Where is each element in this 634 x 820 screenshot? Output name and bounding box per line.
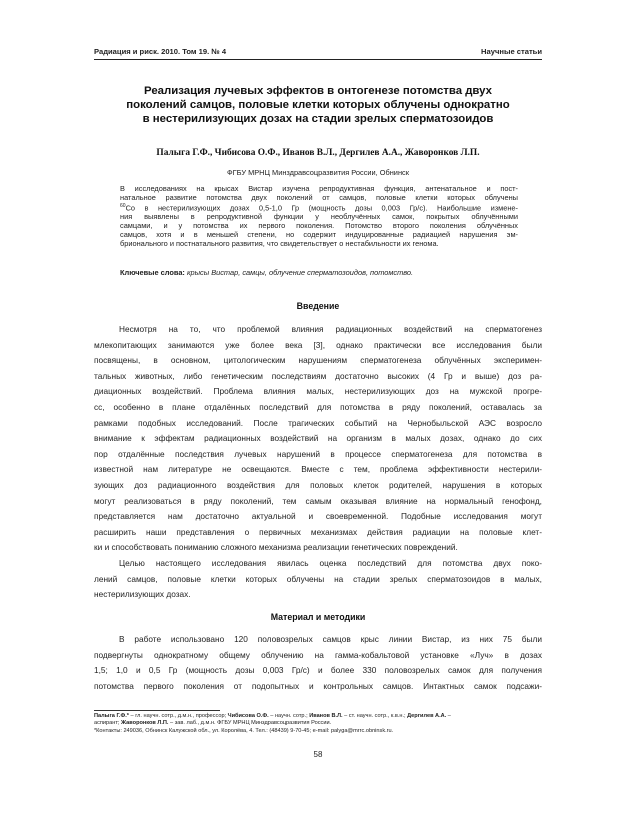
article-title: [94, 84, 542, 126]
isotope-superscript: 60: [120, 203, 126, 210]
journal-citation: Радиация и риск. 2010. Том 19. № 4: [94, 47, 227, 56]
running-header: [94, 47, 542, 56]
aim-line: лений самцов, половые клетки которых облучены на стадии зрелых сперматозоидов в малых,: [94, 573, 542, 584]
methods-line: 1,5; 1,0 и 0,5 Гр (мощность дозы 0,003 Гр/с) и более 330 половозрелых самок для получения: [94, 665, 542, 676]
section-label: Научные статьи: [481, 47, 542, 56]
intro-line: диационных воздействий. Проблема влияния малых, нестерилизующих доз на мужской прогре-: [94, 386, 542, 397]
title-line: в нестерилизующих дозах на стадии зрелых сперматозоидов: [142, 113, 494, 125]
page-number: 58: [313, 750, 323, 759]
intro-body: [94, 322, 542, 603]
intro-line: посвящены, в основном, цитологическим нарушениям сперматогенеза облучённых эксперимен-: [94, 355, 542, 366]
footnote-role: аспирант;: [94, 720, 122, 727]
methods-line: потомства первого поколения от подопытных и контрольных самцов. Интактных самок подсажи-: [94, 680, 542, 691]
footnote-author: Иванов В.Л.: [309, 713, 343, 719]
footnote-role: – ст. научн. сотр., к.в.н.;: [342, 713, 408, 719]
abstract-line: ния выявлены в репродуктивной функции у необлучённых самок, покрытых облучёнными: [120, 211, 518, 221]
intro-line: пор отдалённые последствия лучевых нарушений в процессе сперматогенеза для потомства в: [94, 448, 542, 459]
footnote-role: – научн. сотр.;: [268, 713, 310, 719]
abstract-line: В исследованиях на крысах Вистар изучена репродуктивная функция, антенатальное и пост-: [120, 184, 518, 193]
methods-line: В работе использовано 120 половозрелых самцов крыс линии Вистар, из них 75 были: [119, 634, 542, 644]
footnote-author: Дергилев А.А.: [407, 713, 447, 719]
footnote-role: –: [446, 713, 451, 719]
intro-line: Несмотря на то, что проблемой влияния радиационных воздействий на сперматогенез: [119, 324, 542, 334]
abstract-line: брионального и постнатального развития, что свидетельствует о нестабильности их генома.: [120, 239, 439, 249]
footnote-role: – зав. лаб., д.м.н. ФГБУ МРНЦ Минздравсоцразвития России.: [168, 720, 332, 727]
methods-heading: Материал и методики: [270, 612, 366, 622]
abstract-line: натальное развитие потомства двух поколений от самцов, половые клетки которых облучены: [120, 193, 518, 203]
aim-line: Целью настоящего исследования явилась оценка последствий для потомства двух поко-: [119, 557, 542, 568]
intro-line: сс, особенно в плане отдалённых последствий для потомства в ряду поколений, оставалась за: [94, 401, 542, 412]
intro-line: известной нам литературе не освещаются. Вместе с тем, проблема эффективности нестерили-: [94, 464, 542, 475]
footnote-author: Жаворонков Л.П.: [121, 720, 169, 727]
title-line: поколений самцов, половые клетки которых облучены однократно: [126, 99, 510, 111]
title-line: Реализация лучевых эффектов в онтогенезе потомства двух: [144, 85, 492, 97]
intro-line: млекопитающих занимаются уже более века [3], однако практически все исследования были: [94, 339, 542, 350]
methods-body: [94, 632, 542, 694]
header-rule: [94, 59, 542, 60]
intro-line: внимание к эффектам радиационных воздействий на организм в малых дозах, однако до сих: [94, 433, 542, 444]
intro-heading: Введение: [296, 301, 340, 311]
aim-line: нестерилизующих дозах.: [94, 589, 191, 600]
footnote-rule: [94, 710, 220, 711]
abstract-line: самцов, хотя и в меньшей степени, но содержит индуцированные радиацией нарушения эм-: [120, 229, 518, 239]
author-list: Палыга Г.Ф., Чибисова О.Ф., Иванов В.Л., Дергилев А.А., Жаворонков Л.П.: [156, 148, 480, 158]
abstract-line-isotope: [120, 202, 518, 211]
keywords: [120, 268, 518, 277]
footnote-author: Чибисова О.Ф.: [227, 713, 269, 719]
footnote-role: – гл. научн. сотр., д.м.н., профессор;: [129, 713, 228, 719]
keywords-label: Ключевые слова:: [120, 268, 185, 277]
abstract: [120, 184, 518, 248]
intro-line: представляется нам достаточно актуальной и своевременной. Подобные исследования могут: [94, 511, 542, 522]
intro-line: ки и способствовать пониманию сложного механизма реализации генетических повреждений.: [94, 542, 458, 553]
intro-line: тальных животных, либо генетическим последствиям достаточно высоких (4 Гр и выше) доз ра-: [94, 370, 542, 381]
footnote-contacts: *Контакты: 249036, Обнинск Калужской обл., ул. Королёва, 4. Тел.: (48439) 9-70-45; e-mail: palyga@mrrc.obninsk.ru.: [94, 727, 394, 734]
footnote-line-1: [94, 713, 542, 720]
footnotes: [94, 713, 542, 735]
intro-line: рамками подобных исследований. После трагических событий на Чернобыльской АЭС возросло: [94, 417, 542, 428]
footnote-author: Палыга Г.Ф.*: [94, 713, 129, 719]
abstract-line: самцами, и у потомства их первого поколения. Потомство второго поколения облучённых: [120, 220, 518, 230]
abstract-line-text: Co в нестерилизующих дозах 0,5-1,0 Гр (мощность дозы 0,003 Гр/с). Наибольшие измене-: [125, 203, 518, 213]
intro-line: зующих доз радиационного воздействия для половых клеток родителей, нарушения в которых: [94, 479, 542, 490]
intro-line: могут реализоваться в ряду поколений, тем самым оказывая влияние на нормальный генофонд,: [94, 495, 542, 506]
affiliation: ФГБУ МРНЦ Минздравсоцразвития России, Обнинск: [227, 168, 409, 177]
intro-line: расширить наши представления о первичных механизмах действия радиации на половые клет-: [94, 526, 542, 537]
methods-line: подвергнуты однократному общему облучению на гамма-кобальтовой установке «Луч» в дозах: [94, 649, 542, 660]
footnote-line-2: [94, 720, 542, 727]
keywords-text: крысы Вистар, самцы, облучение сперматозоидов, потомство.: [186, 268, 414, 277]
